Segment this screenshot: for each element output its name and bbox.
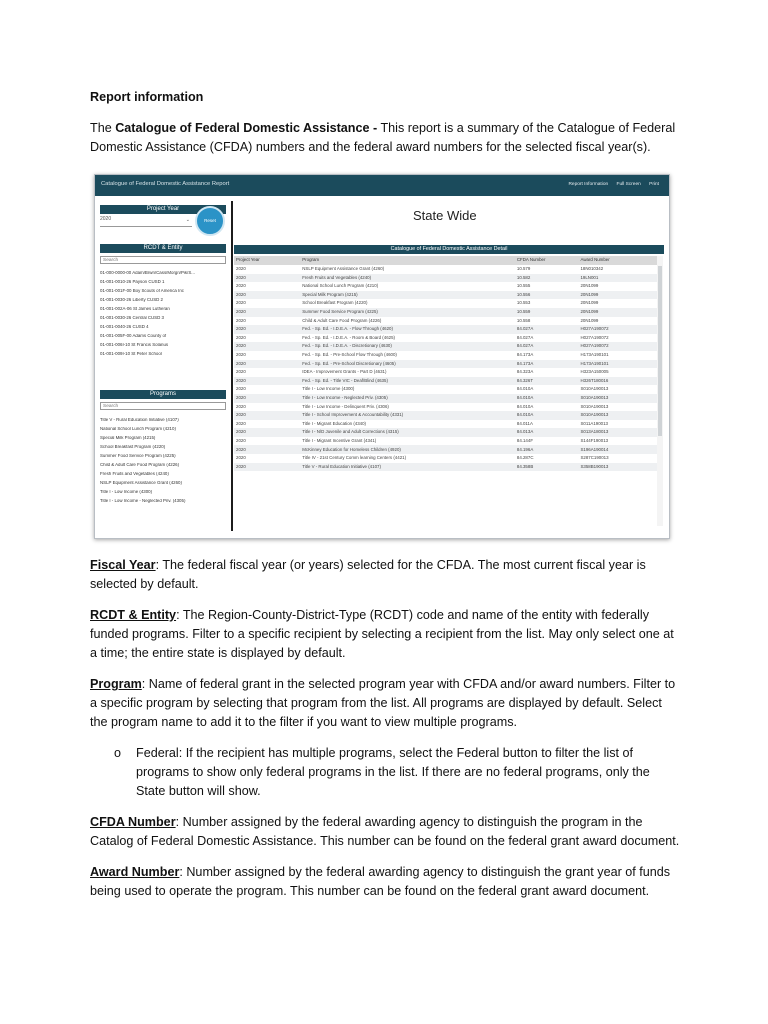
table-cell: 84.323A xyxy=(516,369,534,375)
table-row xyxy=(234,274,658,283)
term-award: Award Number xyxy=(90,865,180,879)
table-cell: 2020 xyxy=(236,403,246,409)
table-cell: 84.287C xyxy=(516,455,534,461)
program-list-item[interactable]: Summer Food Service Program (4225) xyxy=(100,454,176,458)
table-cell: H027A190072 xyxy=(578,325,658,334)
table-cell: 2020 xyxy=(236,437,246,443)
table-cell: S144F190013 xyxy=(580,437,609,443)
table-cell: Title I - Low Income - Delinquent Priv. (4306) xyxy=(302,403,389,409)
table-cell: H326T180016 xyxy=(578,377,658,386)
def-award: : Number assigned by the federal awarding agency to distinguish the grant year of funds being used to operate the program. This number can be found on the federal grant award document. xyxy=(90,865,671,898)
table-cell: 84.173A xyxy=(516,352,534,358)
program-list-item[interactable]: Title I - Low Income (4300) xyxy=(100,490,153,494)
table-row xyxy=(234,437,658,446)
table-cell: Fresh Fruits and Vegetables (4240) xyxy=(300,274,515,283)
reset-button[interactable] xyxy=(195,206,225,236)
entity-list-item[interactable]: 01-001-009I-10 St Peter School xyxy=(100,352,162,356)
table-cell: 10.558 xyxy=(516,317,531,323)
project-year-label: Project Year xyxy=(100,205,226,214)
table-row xyxy=(234,385,658,394)
table-cell: 2020 xyxy=(234,463,300,472)
table-cell: 10.582 xyxy=(515,274,579,283)
fiscal-year-definition xyxy=(90,556,680,594)
table-cell: 84.027A xyxy=(515,342,579,351)
report-title: Catalogue of Federal Domestic Assistance Report xyxy=(101,181,230,187)
table-cell: S010A190013 xyxy=(580,403,609,409)
table-cell: H323A150005 xyxy=(580,369,609,375)
table-cell: 84.010A xyxy=(515,394,579,403)
table-cell: 2020 xyxy=(236,334,246,340)
table-cell: 20N1099 xyxy=(578,308,658,317)
table-cell: NSLP Equipment Assistance Grant (4260) xyxy=(302,266,385,272)
rcdt-definition xyxy=(90,606,680,663)
entity-list-item[interactable]: 01-001-0010-26 Payson CUSD 1 xyxy=(100,280,165,284)
document-body xyxy=(90,88,680,169)
entity-list xyxy=(100,271,226,361)
state-wide-title: State Wide xyxy=(413,208,477,223)
program-list-item[interactable]: Child & Adult Care Food Program (4226) xyxy=(100,463,180,467)
table-cell: 2020 xyxy=(234,360,300,369)
table-cell: Summer Food Service Program (4225) xyxy=(300,308,515,317)
term-program: Program xyxy=(90,677,142,691)
table-row xyxy=(234,411,658,420)
table-cell: 2020 xyxy=(236,420,246,426)
table-row xyxy=(234,342,658,351)
table-row xyxy=(234,325,658,334)
table-cell: 2020 xyxy=(234,428,300,437)
table-cell: S010A190013 xyxy=(578,394,658,403)
table-row xyxy=(234,454,658,463)
entity-label: RCDT & Entity xyxy=(100,244,226,253)
table-scrollbar[interactable] xyxy=(657,256,663,526)
table-row xyxy=(234,299,658,308)
menu-full-screen[interactable]: Full Screen xyxy=(616,182,641,187)
table-row xyxy=(234,291,658,300)
term-cfda: CFDA Number xyxy=(90,815,176,829)
entity-list-item[interactable]: 01-001-0040-26 CUSD 4 xyxy=(100,325,149,329)
table-cell: 2020 xyxy=(234,274,300,283)
entity-list-item[interactable]: 01-001-0030-26 Liberty CUSD 2 xyxy=(100,298,163,302)
table-cell: Title I - Low Income - Neglected Priv. (4305) xyxy=(300,394,515,403)
table-cell: 2020 xyxy=(236,317,246,323)
entity-search-input[interactable]: Search xyxy=(100,256,226,264)
table-row xyxy=(234,428,658,437)
menu-report-information[interactable]: Report Information xyxy=(568,182,609,187)
col-program[interactable]: Program xyxy=(300,256,515,265)
project-year-value: 2020 xyxy=(100,216,112,222)
col-cfda-number[interactable]: CFDA Number xyxy=(515,256,579,265)
table-cell: S287C190013 xyxy=(580,455,609,461)
panel-divider xyxy=(231,201,233,531)
def-program: : Name of federal grant in the selected program year with CFDA and/or award numbers. Filter to a specific program by selecting that program from the list. All programs are displayed by default. Select the program name to add it to the filter if you want to view multiple programs. xyxy=(90,677,676,729)
col-project-year[interactable]: Project Year xyxy=(234,256,300,265)
table-cell: 20N1099 xyxy=(580,283,599,289)
table-cell: 2020 xyxy=(236,266,246,272)
table-cell: 2020 xyxy=(236,283,246,289)
program-list xyxy=(100,418,226,508)
col-award-number[interactable]: Award Number xyxy=(578,256,658,265)
program-list-item[interactable]: Title V - Rural Education Initiative (4107) xyxy=(100,418,179,422)
table-cell: 10.553 xyxy=(516,300,531,306)
table-cell: H027A190072 xyxy=(580,334,609,340)
table-row xyxy=(234,265,658,274)
award-definition xyxy=(90,863,680,901)
table-cell: Fed. - Sp. Ed. - I.D.E.A. - Room & Board (4625) xyxy=(302,334,395,340)
table-cell: National School Lunch Program (4210) xyxy=(302,283,379,289)
table-row xyxy=(234,360,658,369)
entity-list-item[interactable]: 01-001-006I-10 St Francis Solanus xyxy=(100,343,169,347)
table-cell: Special Milk Program (4215) xyxy=(300,291,515,300)
chevron-down-icon: ⌄ xyxy=(185,217,190,223)
table-cell: Fed. - Sp. Ed. - I.D.E.A. - Discretionary (4630) xyxy=(300,342,515,351)
table-row xyxy=(234,308,658,317)
table-cell: H027A190072 xyxy=(578,342,658,351)
table-cell: Title I - Migrant Education (4340) xyxy=(302,420,367,426)
intro-post: This report is a summary of the Catalogue of Federal Domestic Assistance (CFDA) numbers and the federal award numbers for the selected fiscal year(s). xyxy=(90,121,676,154)
reset-label: Reset xyxy=(204,218,216,223)
table-row xyxy=(234,377,658,386)
table-cell: 84.011A xyxy=(516,420,533,426)
table-cell: Fed. - Sp. Ed. - Pre-School Flow Through (4600) xyxy=(302,352,397,358)
menu-print[interactable]: Print xyxy=(649,182,659,187)
table-row xyxy=(234,317,658,326)
table-cell: 10.556 xyxy=(515,291,579,300)
table-cell: Title I - School Improvement & Accountability (4331) xyxy=(300,411,515,420)
table-cell: 20N1099 xyxy=(580,300,599,306)
table-cell: IDEA - Improvement Grants - Part D (4631) xyxy=(302,369,387,375)
term-rcdt: RCDT & Entity xyxy=(90,608,177,622)
table-cell: 84.196A xyxy=(515,445,579,454)
table-cell: H173A190101 xyxy=(580,352,609,358)
federal-bullet xyxy=(90,744,680,801)
table-cell: 2020 xyxy=(236,300,246,306)
table-cell: Title IV - 21st Century Comm learning Centers (4421) xyxy=(302,455,407,461)
table-cell: 2020 xyxy=(234,394,300,403)
program-list-item[interactable]: NSLP Equipment Assistance Grant (4260) xyxy=(100,481,182,485)
federal-bullet-text: Federal: If the recipient has multiple programs, select the Federal button to filter the list of programs to show only federal programs in the list. If there are no federal programs, only the State button will show. xyxy=(136,746,650,798)
table-row xyxy=(234,394,658,403)
table-cell: 84.010A xyxy=(515,411,579,420)
table-cell: 84.358B xyxy=(515,463,579,472)
table-cell: S013A180013 xyxy=(578,428,658,437)
table-cell: 20N1099 xyxy=(578,291,658,300)
table-cell: 2020 xyxy=(234,325,300,334)
program-list-item[interactable]: School Breakfast Program (4220) xyxy=(100,445,166,449)
detail-table-title: Catalogue of Federal Domestic Assistance Detail xyxy=(234,245,664,254)
table-cell: 2020 xyxy=(236,369,246,375)
table-cell: 84.027A xyxy=(515,325,579,334)
table-cell: Fed. - Sp. Ed. - Title VIC - Deaf/Blind (4635) xyxy=(300,377,515,386)
report-header-bar xyxy=(95,175,669,196)
bullet-marker: o xyxy=(114,746,122,760)
table-cell: S196A190014 xyxy=(578,445,658,454)
table-cell: 84.010A xyxy=(516,386,534,392)
table-cell: Fed. - Sp. Ed. - Pre-School Discretionary (4605) xyxy=(300,360,515,369)
cfda-definition xyxy=(90,813,680,851)
def-cfda: : Number assigned by the federal awarding agency to distinguish the program in the Catalog of Federal Domestic Assistance. This number can be found on the federal grant award document. xyxy=(90,815,680,848)
definitions xyxy=(90,556,680,913)
table-cell: Title I - Migrant Incentive Grant (4341) xyxy=(302,437,377,443)
program-definition xyxy=(90,675,680,732)
table-cell: 2020 xyxy=(234,291,300,300)
table-row xyxy=(234,368,658,377)
project-year-select[interactable] xyxy=(100,217,192,227)
entity-list-item[interactable]: 01-001-0030-26 Central CUSD 3 xyxy=(100,316,164,320)
table-cell: Title V - Rural Education Initiative (4107) xyxy=(300,463,515,472)
table-cell: 84.144F xyxy=(516,437,534,443)
def-fiscal-year: : The federal fiscal year (or years) selected for the CFDA. The most current fiscal year is selected by default. xyxy=(90,558,646,591)
table-row xyxy=(234,403,658,412)
report-menu xyxy=(561,183,659,188)
table-cell: 2020 xyxy=(236,352,246,358)
table-row xyxy=(234,351,658,360)
table-cell: 2020 xyxy=(234,411,300,420)
intro-pre: The xyxy=(90,121,116,135)
table-cell: H173A190101 xyxy=(578,360,658,369)
table-cell: 84.173A xyxy=(515,360,579,369)
programs-label: Programs xyxy=(100,390,226,399)
table-row xyxy=(234,445,658,454)
entity-list-item[interactable]: 01-001-002A-06 St James Lutheran xyxy=(100,307,170,311)
program-list-item[interactable]: Title I - Low Income - Neglected Priv. (4305) xyxy=(100,499,186,503)
intro-paragraph xyxy=(90,119,680,157)
table-cell: S358B190013 xyxy=(578,463,658,472)
def-rcdt: : The Region-County-District-Type (RCDT) code and name of the entity with federally funded programs. Filter to a specific recipient by selecting a recipient from the list. May only select one at a time; the entire state is displayed by default. xyxy=(90,608,674,660)
term-fiscal-year: Fiscal Year xyxy=(90,558,156,572)
table-cell: 10.579 xyxy=(516,266,531,272)
table-cell: 18N010342 xyxy=(580,266,604,272)
table-cell: 10.559 xyxy=(515,308,579,317)
table-cell: School Breakfast Program (4220) xyxy=(302,300,368,306)
table-cell: 84.027A xyxy=(516,334,534,340)
table-row xyxy=(234,463,658,472)
report-screenshot xyxy=(94,174,670,539)
table-cell: S011A190013 xyxy=(580,420,608,426)
table-cell: S010A190013 xyxy=(578,411,658,420)
program-search-input[interactable]: Search xyxy=(100,402,226,410)
program-list-item[interactable]: Fresh Fruits and Vegetables (4240) xyxy=(100,472,169,476)
entity-list-item[interactable]: 01-001-001F-00 Boy Scouts of America Inc xyxy=(100,289,184,293)
table-cell: 20N1099 xyxy=(580,317,599,323)
section-heading: Report information xyxy=(90,90,204,104)
program-list-item[interactable]: Special Milk Program (4215) xyxy=(100,436,156,440)
table-row xyxy=(234,282,658,291)
entity-list-item[interactable]: 01-001-005F-00 Adams County of xyxy=(100,334,167,338)
table-cell: McKinney Education for Homeless Children (4920) xyxy=(300,445,515,454)
report-name: Catalogue of Federal Domestic Assistance - xyxy=(115,121,378,135)
table-cell: Child & Adult Care Food Program (4226) xyxy=(302,317,382,323)
table-cell: 2020 xyxy=(234,445,300,454)
table-cell: S010A190013 xyxy=(580,386,609,392)
table-cell: Title I - N/D Juvenile and Adult Corrections (4315) xyxy=(300,428,515,437)
table-row xyxy=(234,334,658,343)
table-cell: 2020 xyxy=(236,455,246,461)
entity-list-item[interactable]: 01-000-0000-00 Adam/Brwn/Cass/Morgn/Pik/S... xyxy=(100,271,195,275)
table-cell: 10.555 xyxy=(516,283,531,289)
table-cell: 84.010A xyxy=(516,403,534,409)
table-cell: 84.326T xyxy=(515,377,579,386)
table-cell: 19LN001 xyxy=(578,274,658,283)
scrollbar-thumb[interactable] xyxy=(658,266,662,436)
program-list-item[interactable]: National School Lunch Program (4210) xyxy=(100,427,176,431)
table-cell: Fed. - Sp. Ed. - I.D.E.A. - Flow Through (4620) xyxy=(300,325,515,334)
table-cell: 2020 xyxy=(236,386,246,392)
table-cell: 84.013A xyxy=(515,428,579,437)
table-cell: 2020 xyxy=(234,377,300,386)
table-row xyxy=(234,420,658,429)
table-cell: 2020 xyxy=(234,308,300,317)
table-cell: Title I - Low Income (4300) xyxy=(302,386,355,392)
table-cell: 2020 xyxy=(234,342,300,351)
cfda-detail-table xyxy=(234,256,658,471)
